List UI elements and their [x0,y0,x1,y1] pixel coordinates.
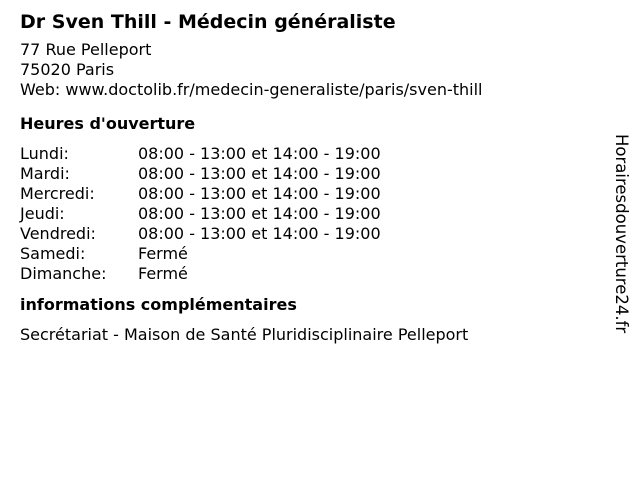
address-block [20,40,600,100]
hours-row [20,204,600,224]
hours-day: Lundi: [20,144,69,163]
hours-time: 08:00 - 13:00 et 14:00 - 19:00 [138,184,381,203]
additional-info-heading: informations complémentaires [20,295,297,314]
hours-time: Fermé [138,264,188,283]
hours-day: Dimanche: [20,264,107,283]
hours-row [20,224,600,244]
hours-row [20,244,600,264]
hours-row [20,144,600,164]
practice-card [20,8,600,345]
hours-time: 08:00 - 13:00 et 14:00 - 19:00 [138,144,381,163]
address-street: 77 Rue Pelleport [20,40,152,59]
website-line: Web: www.doctolib.fr/medecin-generaliste/paris/sven-thill [20,80,483,99]
hours-row [20,264,600,284]
hours-day: Samedi: [20,244,86,263]
opening-hours-table [20,144,600,284]
site-watermark [610,134,634,346]
hours-time: 08:00 - 13:00 et 14:00 - 19:00 [138,164,381,183]
hours-day: Vendredi: [20,224,96,243]
hours-time: Fermé [138,244,188,263]
watermark-text: Horairesdouverture24.fr [612,134,631,334]
hours-time: 08:00 - 13:00 et 14:00 - 19:00 [138,224,381,243]
opening-hours-heading: Heures d'ouverture [20,114,196,133]
page-title: Dr Sven Thill - Médecin généraliste [20,11,396,33]
additional-info-text: Secrétariat - Maison de Santé Pluridisciplinaire Pelleport [20,325,469,344]
hours-row [20,184,600,204]
hours-day: Mercredi: [20,184,95,203]
address-city: 75020 Paris [20,60,115,79]
hours-day: Mardi: [20,164,70,183]
hours-time: 08:00 - 13:00 et 14:00 - 19:00 [138,204,381,223]
hours-row [20,164,600,184]
hours-day: Jeudi: [20,204,65,223]
